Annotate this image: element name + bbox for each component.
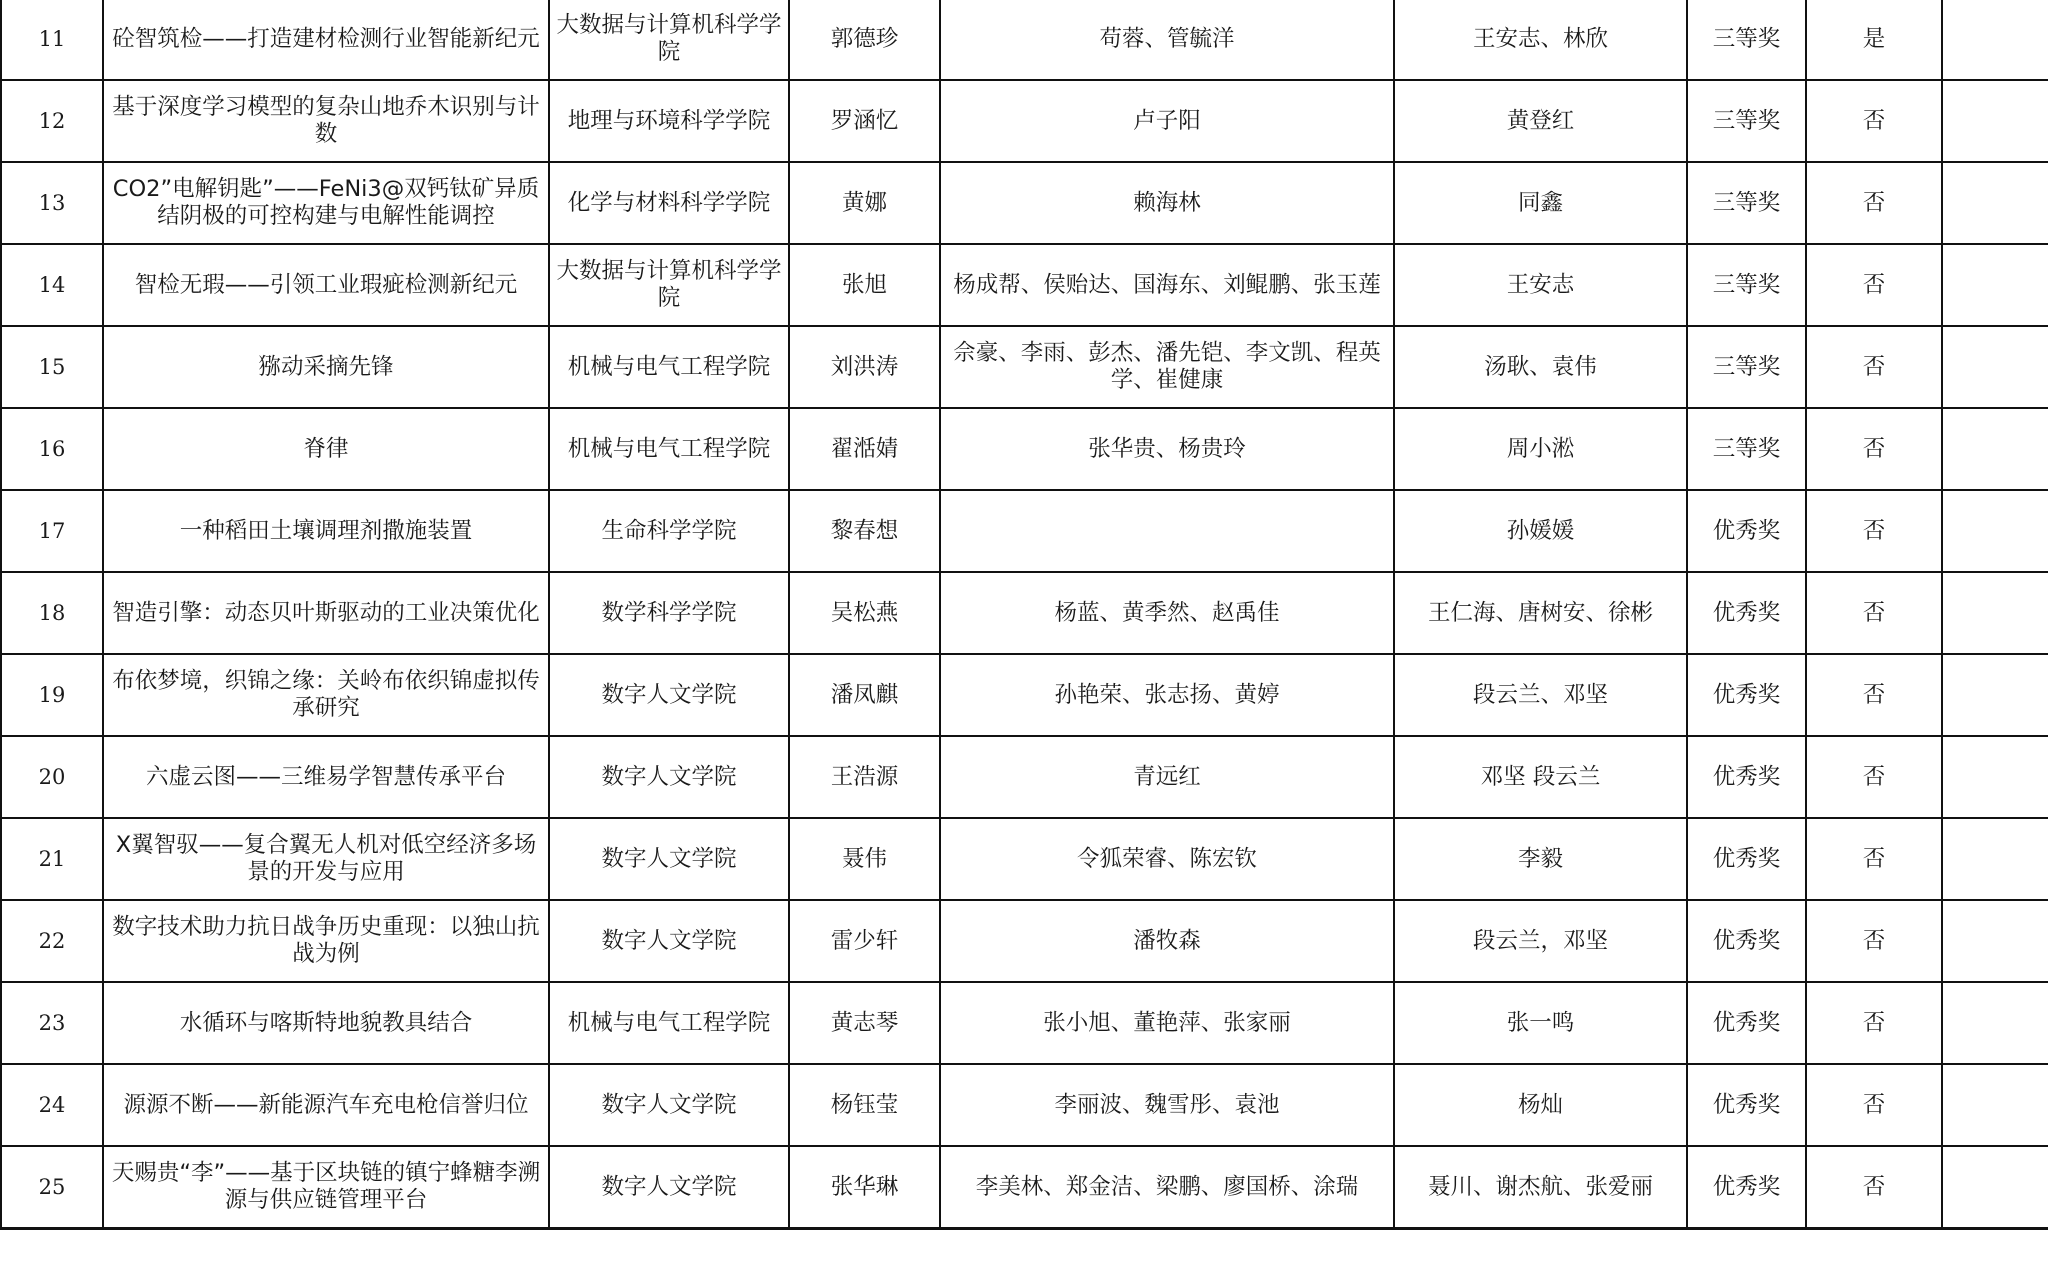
- flag-cell: 否: [1806, 326, 1942, 408]
- leader-cell: 黎春想: [789, 490, 940, 572]
- award-cell: 三等奖: [1687, 326, 1806, 408]
- advisor-cell: 孙媛媛: [1394, 490, 1687, 572]
- members-cell: 李美林、郑金洁、梁鹏、廖国桥、涂瑞: [940, 1146, 1394, 1229]
- leader-cell: 翟湉婧: [789, 408, 940, 490]
- advisor-cell: 汤耿、袁伟: [1394, 326, 1687, 408]
- award-cell: 优秀奖: [1687, 1146, 1806, 1229]
- note-cell: [1942, 1146, 2048, 1229]
- college-cell: 大数据与计算机科学学院: [549, 244, 789, 326]
- note-cell: [1942, 818, 2048, 900]
- note-cell: [1942, 326, 2048, 408]
- college-cell: 化学与材料科学学院: [549, 162, 789, 244]
- flag-cell: 否: [1806, 490, 1942, 572]
- project-name-cell: 水循环与喀斯特地貌教具结合: [103, 982, 549, 1064]
- college-cell: 机械与电气工程学院: [549, 326, 789, 408]
- note-cell: [1942, 80, 2048, 162]
- row-number: 15: [1, 326, 103, 408]
- flag-cell: 否: [1806, 736, 1942, 818]
- members-cell: 杨成帮、侯贻达、国海东、刘鲲鹏、张玉莲: [940, 244, 1394, 326]
- row-number: 25: [1, 1146, 103, 1229]
- leader-cell: 黄志琴: [789, 982, 940, 1064]
- advisor-cell: 杨灿: [1394, 1064, 1687, 1146]
- flag-cell: 否: [1806, 408, 1942, 490]
- members-cell: 苟蓉、管毓洋: [940, 0, 1394, 80]
- note-cell: [1942, 408, 2048, 490]
- award-cell: 优秀奖: [1687, 572, 1806, 654]
- note-cell: [1942, 736, 2048, 818]
- note-cell: [1942, 162, 2048, 244]
- note-cell: [1942, 244, 2048, 326]
- members-cell: 青远红: [940, 736, 1394, 818]
- advisor-cell: 李毅: [1394, 818, 1687, 900]
- leader-cell: 聂伟: [789, 818, 940, 900]
- note-cell: [1942, 0, 2048, 80]
- row-number: 13: [1, 162, 103, 244]
- note-cell: [1942, 982, 2048, 1064]
- row-number: 19: [1, 654, 103, 736]
- award-cell: 三等奖: [1687, 408, 1806, 490]
- award-cell: 三等奖: [1687, 80, 1806, 162]
- table-row: [1, 490, 2048, 572]
- leader-cell: 罗涵忆: [789, 80, 940, 162]
- project-name-cell: 智检无瑕——引领工业瑕疵检测新纪元: [103, 244, 549, 326]
- leader-cell: 郭德珍: [789, 0, 940, 80]
- row-number: 21: [1, 818, 103, 900]
- table-row: [1, 982, 2048, 1064]
- members-cell: [940, 490, 1394, 572]
- row-number: 20: [1, 736, 103, 818]
- note-cell: [1942, 654, 2048, 736]
- project-name-cell: 猕动采摘先锋: [103, 326, 549, 408]
- leader-cell: 黄娜: [789, 162, 940, 244]
- row-number: 17: [1, 490, 103, 572]
- leader-cell: 王浩源: [789, 736, 940, 818]
- members-cell: 赖海林: [940, 162, 1394, 244]
- project-name-cell: 砼智筑检——打造建材检测行业智能新纪元: [103, 0, 549, 80]
- flag-cell: 否: [1806, 900, 1942, 982]
- row-number: 16: [1, 408, 103, 490]
- row-number: 14: [1, 244, 103, 326]
- college-cell: 大数据与计算机科学学院: [549, 0, 789, 80]
- award-cell: 三等奖: [1687, 0, 1806, 80]
- advisor-cell: 聂川、谢杰航、张爱丽: [1394, 1146, 1687, 1229]
- award-cell: 优秀奖: [1687, 818, 1806, 900]
- flag-cell: 否: [1806, 982, 1942, 1064]
- row-number: 22: [1, 900, 103, 982]
- project-name-cell: 智造引擎：动态贝叶斯驱动的工业决策优化: [103, 572, 549, 654]
- members-cell: 张小旭、董艳萍、张家丽: [940, 982, 1394, 1064]
- table-row: [1, 0, 2048, 80]
- award-cell: 三等奖: [1687, 162, 1806, 244]
- leader-cell: 雷少轩: [789, 900, 940, 982]
- college-cell: 地理与环境科学学院: [549, 80, 789, 162]
- leader-cell: 吴松燕: [789, 572, 940, 654]
- award-cell: 优秀奖: [1687, 982, 1806, 1064]
- project-name-cell: 天赐贵“李”——基于区块链的镇宁蜂糖李溯源与供应链管理平台: [103, 1146, 549, 1229]
- table-row: [1, 572, 2048, 654]
- members-cell: 佘豪、李雨、彭杰、潘先铠、李文凯、程英学、崔健康: [940, 326, 1394, 408]
- project-name-cell: 源源不断——新能源汽车充电枪信誉归位: [103, 1064, 549, 1146]
- members-cell: 杨蓝、黄季然、赵禹佳: [940, 572, 1394, 654]
- leader-cell: 张华琳: [789, 1146, 940, 1229]
- row-number: 12: [1, 80, 103, 162]
- college-cell: 数字人文学院: [549, 1064, 789, 1146]
- advisor-cell: 段云兰，邓坚: [1394, 900, 1687, 982]
- college-cell: 数字人文学院: [549, 736, 789, 818]
- advisor-cell: 段云兰、邓坚: [1394, 654, 1687, 736]
- project-name-cell: CO2”电解钥匙”——FeNi3@双钙钛矿异质结阴极的可控构建与电解性能调控: [103, 162, 549, 244]
- advisor-cell: 周小淞: [1394, 408, 1687, 490]
- project-name-cell: 六虚云图——三维易学智慧传承平台: [103, 736, 549, 818]
- row-number: 23: [1, 982, 103, 1064]
- members-cell: 张华贵、杨贵玲: [940, 408, 1394, 490]
- leader-cell: 潘凤麒: [789, 654, 940, 736]
- flag-cell: 否: [1806, 654, 1942, 736]
- project-name-cell: 数字技术助力抗日战争历史重现：以独山抗战为例: [103, 900, 549, 982]
- flag-cell: 否: [1806, 162, 1942, 244]
- flag-cell: 否: [1806, 818, 1942, 900]
- college-cell: 数字人文学院: [549, 818, 789, 900]
- table-row: [1, 900, 2048, 982]
- college-cell: 机械与电气工程学院: [549, 408, 789, 490]
- table-body: [1, 0, 2048, 1229]
- table-row: [1, 162, 2048, 244]
- note-cell: [1942, 490, 2048, 572]
- leader-cell: 杨钰莹: [789, 1064, 940, 1146]
- advisor-cell: 王安志: [1394, 244, 1687, 326]
- advisor-cell: 王安志、林欣: [1394, 0, 1687, 80]
- project-name-cell: 一种稻田土壤调理剂撒施装置: [103, 490, 549, 572]
- award-cell: 优秀奖: [1687, 900, 1806, 982]
- flag-cell: 是: [1806, 0, 1942, 80]
- note-cell: [1942, 900, 2048, 982]
- project-name-cell: X翼智驭——复合翼无人机对低空经济多场景的开发与应用: [103, 818, 549, 900]
- row-number: 11: [1, 0, 103, 80]
- members-cell: 潘牧森: [940, 900, 1394, 982]
- college-cell: 数字人文学院: [549, 654, 789, 736]
- college-cell: 数字人文学院: [549, 1146, 789, 1229]
- advisor-cell: 同鑫: [1394, 162, 1687, 244]
- members-cell: 卢子阳: [940, 80, 1394, 162]
- advisor-cell: 张一鸣: [1394, 982, 1687, 1064]
- award-cell: 优秀奖: [1687, 490, 1806, 572]
- flag-cell: 否: [1806, 1064, 1942, 1146]
- advisor-cell: 邓坚 段云兰: [1394, 736, 1687, 818]
- table-row: [1, 244, 2048, 326]
- award-cell: 优秀奖: [1687, 1064, 1806, 1146]
- table-row: [1, 80, 2048, 162]
- project-name-cell: 基于深度学习模型的复杂山地乔木识别与计数: [103, 80, 549, 162]
- flag-cell: 否: [1806, 1146, 1942, 1229]
- college-cell: 数学科学学院: [549, 572, 789, 654]
- table-row: [1, 736, 2048, 818]
- flag-cell: 否: [1806, 572, 1942, 654]
- row-number: 24: [1, 1064, 103, 1146]
- note-cell: [1942, 572, 2048, 654]
- table-row: [1, 408, 2048, 490]
- award-cell: 优秀奖: [1687, 654, 1806, 736]
- table-row: [1, 654, 2048, 736]
- award-cell: 三等奖: [1687, 244, 1806, 326]
- college-cell: 生命科学学院: [549, 490, 789, 572]
- note-cell: [1942, 1064, 2048, 1146]
- college-cell: 数字人文学院: [549, 900, 789, 982]
- project-name-cell: 布依梦境，织锦之缘：关岭布依织锦虚拟传承研究: [103, 654, 549, 736]
- college-cell: 机械与电气工程学院: [549, 982, 789, 1064]
- project-name-cell: 脊律: [103, 408, 549, 490]
- table-row: [1, 1064, 2048, 1146]
- members-cell: 孙艳荣、张志扬、黄婷: [940, 654, 1394, 736]
- flag-cell: 否: [1806, 244, 1942, 326]
- table-row: [1, 818, 2048, 900]
- members-cell: 李丽波、魏雪彤、袁池: [940, 1064, 1394, 1146]
- advisor-cell: 王仁海、唐树安、徐彬: [1394, 572, 1687, 654]
- members-cell: 令狐荣睿、陈宏钦: [940, 818, 1394, 900]
- leader-cell: 刘洪涛: [789, 326, 940, 408]
- table-row: [1, 1146, 2048, 1229]
- table-row: [1, 326, 2048, 408]
- row-number: 18: [1, 572, 103, 654]
- advisor-cell: 黄登红: [1394, 80, 1687, 162]
- award-cell: 优秀奖: [1687, 736, 1806, 818]
- flag-cell: 否: [1806, 80, 1942, 162]
- leader-cell: 张旭: [789, 244, 940, 326]
